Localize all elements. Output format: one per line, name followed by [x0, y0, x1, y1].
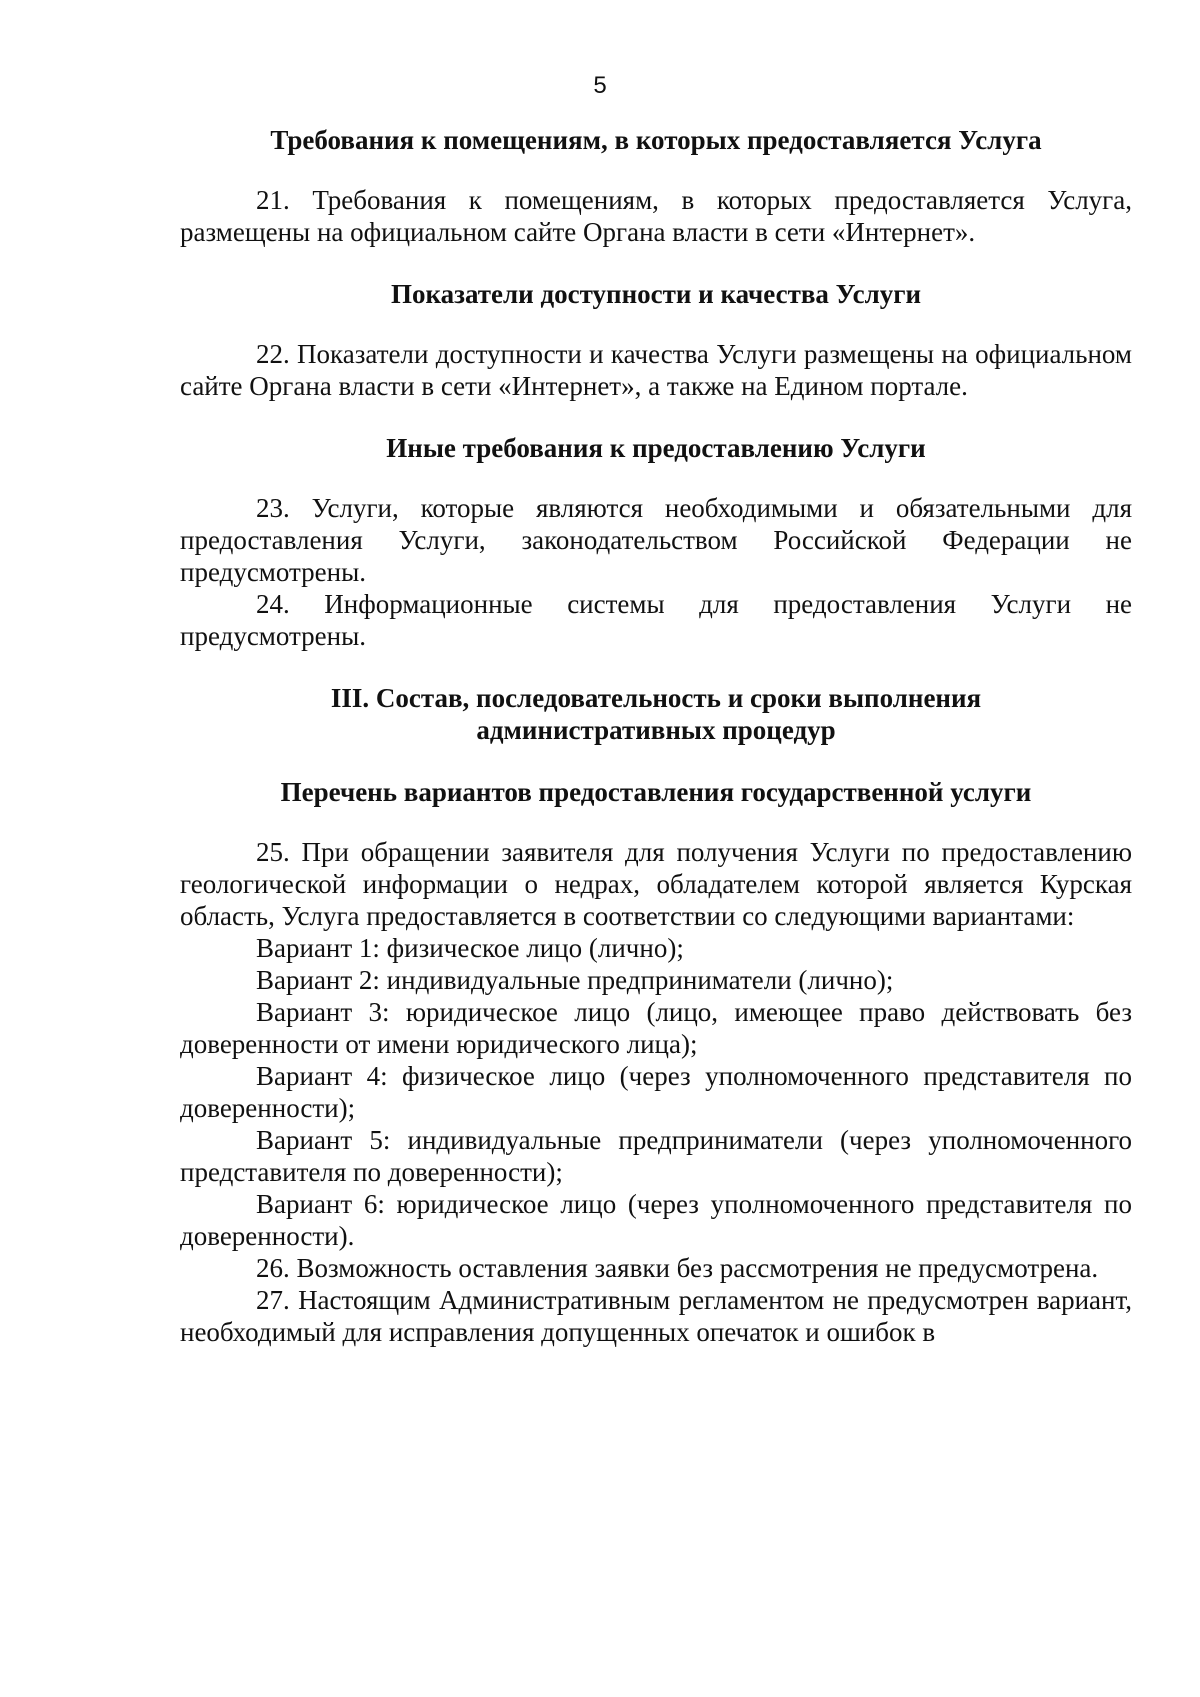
variant-5: Вариант 5: индивидуальные предприниматели (через уполномоченного представителя по доверенности);: [180, 1125, 1132, 1187]
section-heading-quality: Показатели доступности и качества Услуги: [390, 279, 922, 309]
paragraph-27: 27. Настоящим Административным регламентом не предусмотрен вариант, необходимый для исправления допущенных опечаток и ошибок в: [180, 1285, 1132, 1347]
paragraph-25: 25. При обращении заявителя для получения Услуги по предоставлению геологической информации о недрах, обладателем которой является Курская область, Услуга предоставляется в соответствии со следующими вариантами:: [180, 837, 1132, 931]
chapter-heading-line2: административных процедур: [476, 715, 836, 745]
paragraph-21: 21. Требования к помещениям, в которых предоставляется Услуга, размещены на официальном сайте Органа власти в сети «Интернет».: [180, 185, 1132, 247]
section-heading-variants: Перечень вариантов предоставления государственной услуги: [280, 777, 1032, 807]
variant-4: Вариант 4: физическое лицо (через уполномоченного представителя по доверенности);: [180, 1061, 1132, 1123]
variant-2: Вариант 2: индивидуальные предприниматели (лично);: [256, 965, 894, 995]
chapter-heading-line1: III. Состав, последовательность и сроки выполнения: [330, 683, 982, 713]
document-body: [180, 124, 1132, 1348]
section-heading-other-requirements: Иные требования к предоставлению Услуги: [386, 433, 926, 463]
variant-6: Вариант 6: юридическое лицо (через уполномоченного представителя по доверенности).: [180, 1189, 1132, 1251]
paragraph-24: 24. Информационные системы для предоставления Услуги не предусмотрены.: [180, 589, 1132, 651]
paragraph-22: 22. Показатели доступности и качества Услуги размещены на официальном сайте Органа власти в сети «Интернет», а также на Едином портале.: [180, 339, 1132, 401]
section-heading-premises: Требования к помещениям, в которых предоставляется Услуга: [270, 125, 1042, 155]
variant-3: Вариант 3: юридическое лицо (лицо, имеющее право действовать без доверенности от имени юридического лица);: [180, 997, 1132, 1059]
variant-1: Вариант 1: физическое лицо (лично);: [256, 933, 684, 963]
page-number: 5: [593, 72, 607, 99]
paragraph-26: 26. Возможность оставления заявки без рассмотрения не предусмотрена.: [256, 1253, 1099, 1283]
paragraph-23: 23. Услуги, которые являются необходимыми и обязательными для предоставления Услуги, законодательством Российской Федерации не предусмотрены.: [180, 493, 1132, 587]
